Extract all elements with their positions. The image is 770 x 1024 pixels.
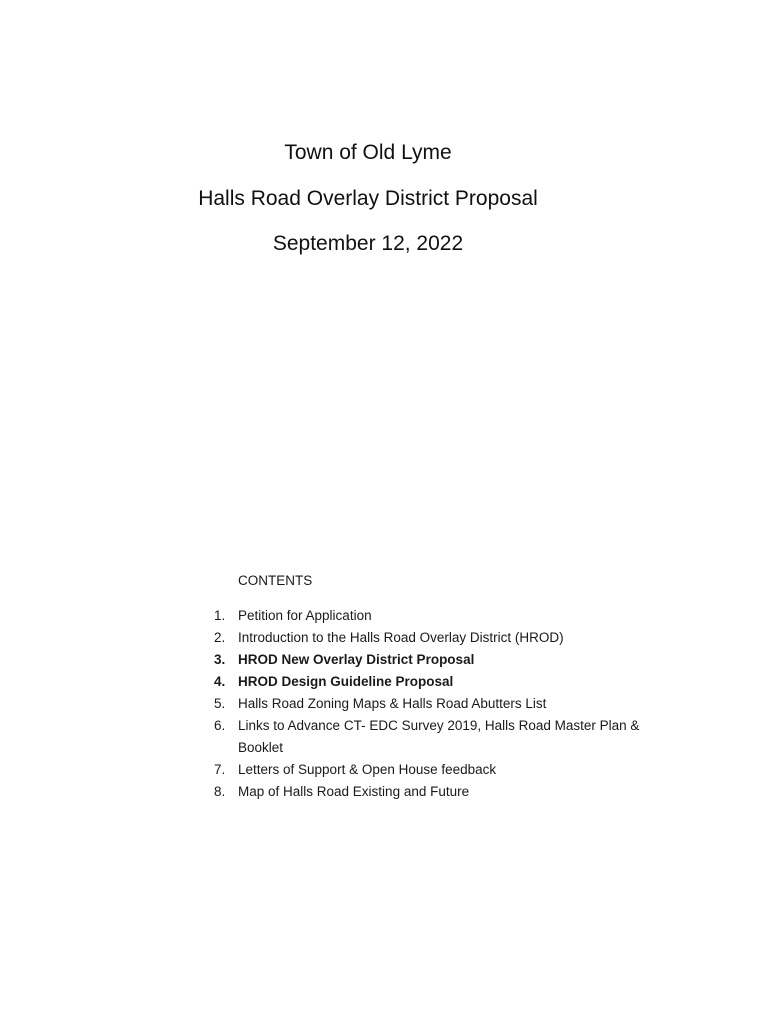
contents-item-text: Letters of Support & Open House feedback <box>238 762 497 777</box>
contents-item-number: 3. <box>214 652 226 667</box>
title-date: September 12, 2022 <box>272 232 464 255</box>
contents-heading: CONTENTS <box>238 573 313 588</box>
contents-item-text: HROD New Overlay District Proposal <box>238 652 475 667</box>
contents-item-text: Map of Halls Road Existing and Future <box>238 784 470 799</box>
contents-item <box>206 649 656 671</box>
contents-item-text: Introduction to the Halls Road Overlay District (HROD) <box>238 630 564 645</box>
contents-item <box>206 781 656 803</box>
contents-item-number: 5. <box>214 696 226 711</box>
contents-item-number: 4. <box>214 674 226 689</box>
contents-item-text: HROD Design Guideline Proposal <box>238 674 454 689</box>
contents-item-number: 8. <box>214 784 226 799</box>
title-proposal: Halls Road Overlay District Proposal <box>198 187 538 210</box>
contents-item-text: Petition for Application <box>238 608 372 623</box>
contents-item <box>206 627 656 649</box>
contents-item-number: 6. <box>214 718 226 733</box>
contents-item-text: Links to Advance CT- EDC Survey 2019, Halls Road Master Plan & Booklet <box>238 718 640 755</box>
contents-item-text: Halls Road Zoning Maps & Halls Road Abutters List <box>238 696 547 711</box>
contents-item <box>206 693 656 715</box>
contents-list <box>206 605 656 803</box>
contents-item <box>206 759 656 781</box>
contents-item-number: 7. <box>214 762 226 777</box>
contents-item <box>206 715 656 759</box>
contents-item <box>206 671 656 693</box>
title-town: Town of Old Lyme <box>284 141 452 164</box>
contents-item <box>206 605 656 627</box>
contents-item-number: 1. <box>214 608 226 623</box>
contents-item-number: 2. <box>214 630 226 645</box>
